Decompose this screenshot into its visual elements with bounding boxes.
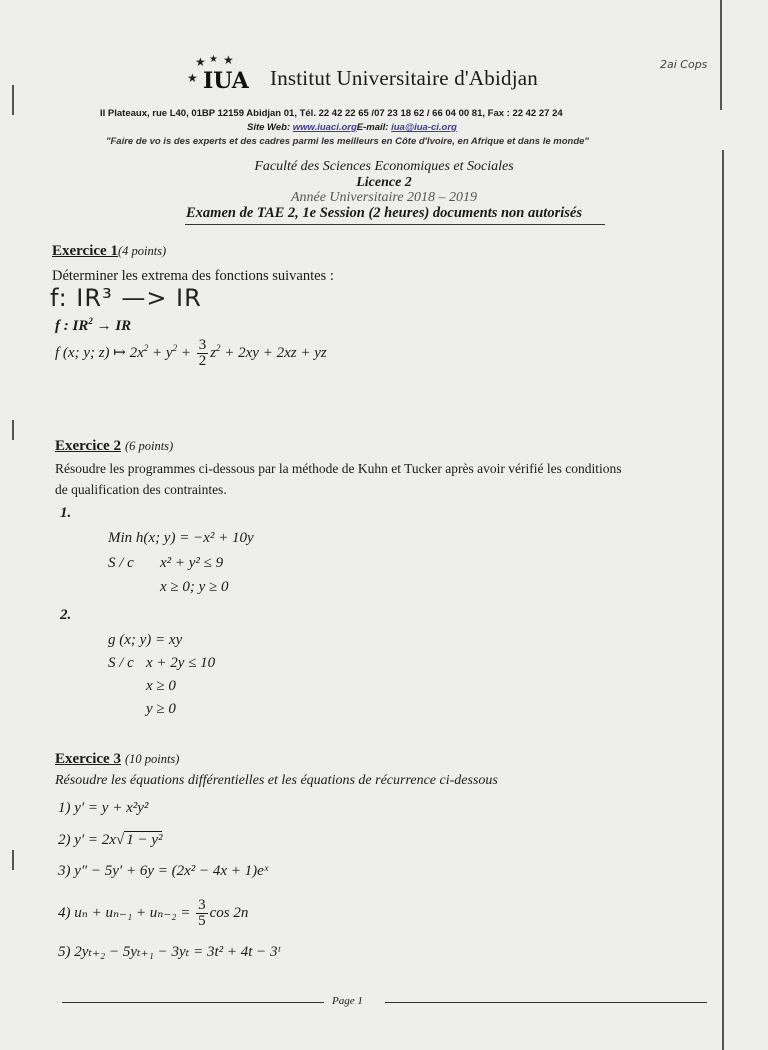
eq-1: 1) y′ = y + x²y² [58, 800, 149, 816]
level: Licence 2 [356, 175, 412, 190]
academic-year: Année Universitaire 2018 – 2019 [290, 190, 478, 205]
logo-text: IUA [203, 68, 249, 92]
p1-objective: Min h(x; y) = −x² + 10y [108, 530, 254, 546]
faculty: Faculté des Sciences Economiques et Sociales [254, 159, 514, 174]
p2-constraint-1: x + 2y ≤ 10 [146, 655, 216, 671]
ex2-heading: Exercice 2 (6 points) [55, 438, 174, 454]
page-number: Page 1 [332, 995, 363, 1007]
address-line: II Plateaux, rue L40, 01BP 12159 Abidjan 01, Tél. 22 42 22 65 /07 23 18 62 / 66 04 00 81, Fax : 22 42 27 24 [100, 108, 563, 119]
email-link[interactable]: iua@iua-ci.org [391, 122, 457, 133]
p2-objective: g (x; y) = xy [108, 632, 183, 648]
ex2-instruction-1: Résoudre les programmes ci-dessous par la méthode de Kuhn et Tucker après avoir vérifié les conditions [55, 461, 622, 476]
svg-text:★: ★ [209, 54, 218, 65]
eq-5: 5) 2yₜ₊₂ − 5yₜ₊₁ − 3yₜ = 3t² + 4t − 3ᵗ [58, 944, 281, 960]
eq-4: 4) uₙ + uₙ₋₁ + uₙ₋₂ = $\frac{3}{5}$ cos 2n [58, 897, 249, 929]
p1-constraint-2: x ≥ 0; y ≥ 0 [160, 579, 229, 595]
handwritten-note: f: IR³ —> IR [50, 284, 202, 312]
eq-3: 3) y″ − 5y′ + 6y = (2x² − 4x + 1)eˣ [58, 863, 269, 879]
p1-constraint-1: x² + y² ≤ 9 [160, 555, 224, 571]
p2-constraint-3: y ≥ 0 [146, 701, 176, 717]
footer-rule-left [62, 1002, 324, 1003]
eq-2: 2) y′ = 2x√ 1 − y² [58, 832, 163, 848]
footer-rule-right [385, 1002, 707, 1003]
header-divider [185, 224, 605, 225]
scan-mark [720, 0, 722, 110]
web-line: Site Web: www.iuaci.orgE-mail: iua@iua-ci.org [247, 122, 457, 133]
website-link[interactable]: www.iuaci.org [292, 122, 357, 133]
p1-label: 1. [60, 505, 72, 521]
ex1-heading: Exercice 1(4 points) [52, 243, 167, 259]
p2-label: 2. [60, 607, 72, 623]
p2-constraint-2: x ≥ 0 [146, 678, 176, 694]
institute-name: Institut Universitaire d'Abidjan [270, 66, 538, 90]
svg-text:★: ★ [223, 53, 234, 67]
svg-text:★: ★ [187, 71, 198, 85]
corner-note: 2ai Cops [660, 58, 708, 71]
ex1-instruction: Déterminer les extrema des fonctions suivantes : [52, 268, 334, 284]
motto: "Faire de vo is des experts et des cadres parmi les meilleurs en Côte d'Ivoire, en Afrique et dans le monde" [106, 136, 589, 147]
scan-mark [12, 85, 14, 115]
fraction: $\frac{3}{2}$ [198, 337, 207, 369]
svg-text:★: ★ [195, 55, 206, 69]
p1-sc: S / c [108, 555, 134, 571]
fraction: $\frac{3}{5}$ [198, 897, 206, 929]
iua-logo [185, 52, 275, 92]
scan-mark [722, 150, 724, 1050]
ex3-heading: Exercice 3 (10 points) [55, 751, 180, 767]
scan-mark [12, 850, 14, 870]
scan-mark [12, 420, 14, 440]
p2-sc: S / c [108, 655, 134, 671]
exam-title: Examen de TAE 2, 1e Session (2 heures) documents non autorisés [186, 205, 582, 221]
ex2-instruction-2: de qualification des contraintes. [55, 482, 227, 497]
ex1-function: f (x; y; z) ↦ $2x^2 + y^2$ + $\frac{3}{2}$ $z^2 + 2xy + 2xz$ + yz [55, 337, 327, 369]
ex3-instruction: Résoudre les équations différentielles et les équations de récurrence ci-dessous [55, 773, 498, 788]
ex1-domain: f : $IR^2$ → IR [55, 316, 132, 334]
